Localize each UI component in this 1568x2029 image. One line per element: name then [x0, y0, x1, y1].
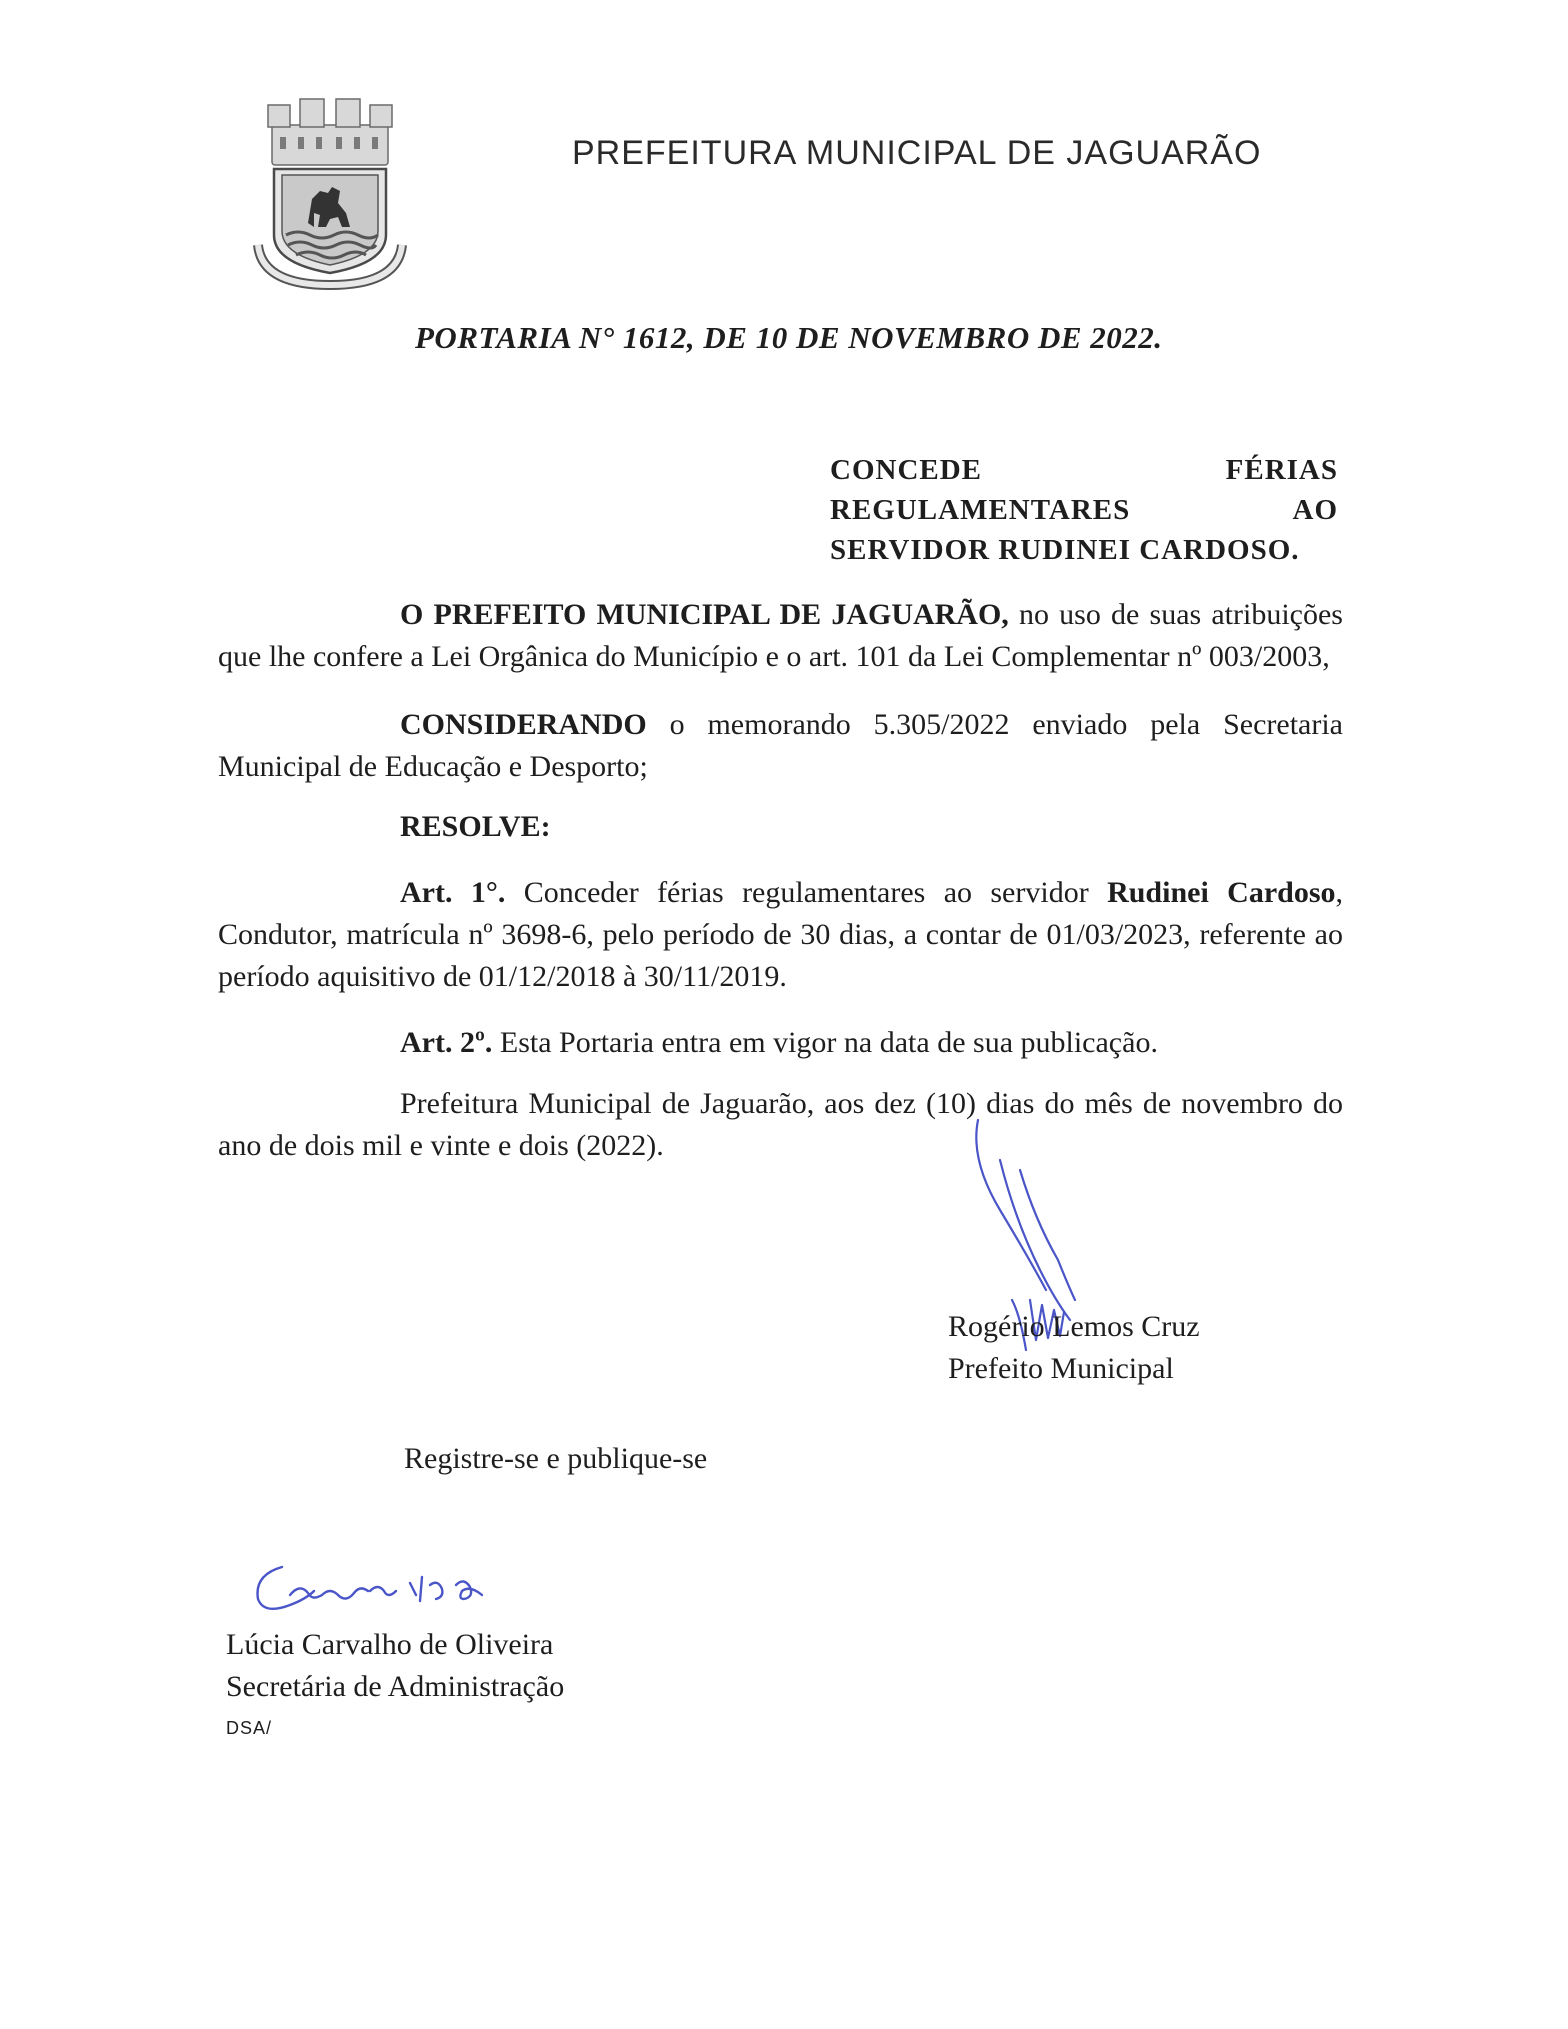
- article-2-label: Art. 2º.: [400, 1026, 493, 1059]
- article-1-paragraph: [218, 872, 1343, 998]
- article-2-text: Esta Portaria entra em vigor na data de sua publicação.: [492, 1026, 1158, 1059]
- municipality-header-title: PREFEITURA MUNICIPAL DE JAGUARÃO: [572, 134, 1262, 172]
- register-publish-line: Registre-se e publique-se: [404, 1442, 708, 1475]
- closing-text: Prefeitura Municipal de Jaguarão, aos dez (10) dias do mês de novembro do ano de dois mil e vinte e dois (2022).: [218, 1087, 1343, 1162]
- mayor-role: Prefeito Municipal: [948, 1352, 1174, 1385]
- ementa-block: [830, 450, 1338, 570]
- document-initials: DSA/: [226, 1718, 273, 1738]
- preamble-bold: O PREFEITO MUNICIPAL DE JAGUARÃO,: [400, 598, 1009, 631]
- considerando-bold: CONSIDERANDO: [400, 708, 647, 741]
- article-1-text-a: Conceder férias regulamentares ao servidor: [505, 876, 1108, 909]
- ementa-word: REGULAMENTARES: [830, 494, 1131, 526]
- considerando-paragraph: [218, 704, 1343, 788]
- municipal-crest-logo: [250, 95, 410, 290]
- mayor-name: Rogério Lemos Cruz: [948, 1310, 1200, 1343]
- article-1-label: Art. 1°.: [400, 876, 506, 909]
- secretary-handwritten-signature: [250, 1555, 510, 1625]
- ementa-word: SERVIDOR RUDINEI CARDOSO.: [830, 534, 1300, 566]
- ementa-word: FÉRIAS: [1225, 454, 1338, 486]
- secretary-role: Secretária de Administração: [226, 1670, 565, 1703]
- preamble-paragraph: [218, 594, 1343, 678]
- portaria-title: PORTARIA N° 1612, DE 10 DE NOVEMBRO DE 2022.: [415, 320, 1163, 355]
- article-1-text-b: , Condutor, matrícula nº 3698-6, pelo período de 30 dias, a contar de 01/03/2023, referente ao período aquisitivo de 01/12/2018 à 30/11/2019.: [218, 876, 1344, 993]
- article-2-paragraph: [218, 1022, 1343, 1064]
- preamble-text: no uso de suas atribuições que lhe confere a Lei Orgânica do Município e o art. 101 da Lei Complementar nº 003/2003,: [218, 598, 1343, 673]
- considerando-text: o memorando 5.305/2022 enviado pela Secretaria Municipal de Educação e Desporto;: [218, 708, 1343, 783]
- ementa-word: AO: [1292, 494, 1338, 526]
- closing-paragraph: [218, 1083, 1343, 1167]
- article-1-servant-name: Rudinei Cardoso: [1107, 876, 1336, 909]
- resolve-heading: RESOLVE:: [400, 810, 551, 843]
- secretary-name: Lúcia Carvalho de Oliveira: [226, 1628, 554, 1661]
- ementa-word: CONCEDE: [830, 454, 983, 486]
